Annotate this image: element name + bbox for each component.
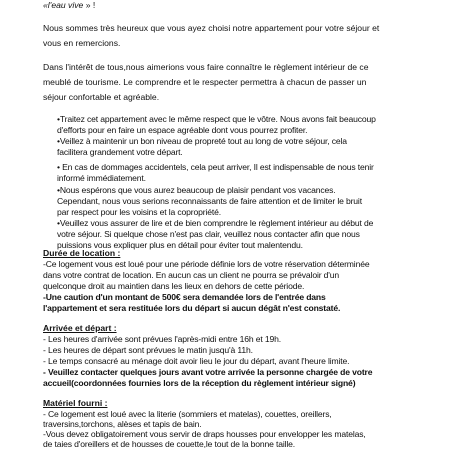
bullet-line-9: par respect pour les voisins et la copropriété. (57, 207, 221, 217)
duree-bold-line-1: -Une caution d'un montant de 500€ sera demandée lors de l'entrée dans (43, 292, 326, 302)
arrivee-line-1: - Les heures d'arrivée sont prévues l'après-midi entre 16h et 19h. (43, 334, 281, 344)
bullet-line-12: puissions vous expliquer plus en détail pour éviter tout malentendu. (57, 240, 303, 250)
materiel-line-2: traversins,torchons, alèses et tapis de bain. (43, 419, 202, 429)
interest-line-1: Dans l'intérêt de tous,nous aimerions vous faire connaître le règlement intérieur de ce (43, 62, 369, 72)
duree-bold-line-2: l'appartement et sera restituée lors du départ si aucun dégât n'est constaté. (43, 303, 341, 313)
bullet-line-10: •Veuillez vous assurer de lire et de bien comprendre le règlement intérieur au début de (57, 218, 374, 228)
intro-line: «l'eau vive » ! (43, 0, 96, 10)
duree-title: Durée de location : (43, 248, 121, 258)
duree-line-2: dans votre contrat de location. En aucun cas un client ne pourra se prévaloir d'un (43, 270, 340, 280)
materiel-line-4: de taies d'oreillers et de housses de couette,le tout de la bonne taille. (43, 439, 296, 449)
arrivee-line-2: - Les heures de départ sont prévues le matin jusqu'à 11h. (43, 345, 253, 355)
arrivee-bold-line-2: accueil(coordonnées fournies lors de la réception du règlement intérieur signé) (43, 378, 356, 388)
arrivee-title: Arrivée et départ : (43, 323, 117, 333)
materiel-title: Matériel fourni : (43, 398, 108, 408)
bullet-line-7: •Nous espérons que vous aurez beaucoup de plaisir pendant vos vacances. (57, 185, 336, 195)
bullet-line-6: informé immédiatement. (57, 173, 146, 183)
bullet-line-11: votre séjour. Si quelque chose n'est pas clair, veuillez nous contacter afin que nous (57, 229, 360, 239)
bullet-line-1: •Traitez cet appartement avec le même respect que le vôtre. Nous avons fait beaucoup (57, 114, 376, 124)
arrivee-line-3: - Le temps consacré au ménage doit avoir lieu le jour du départ, avant l'heure limite. (43, 356, 350, 366)
bullet-line-2: d'efforts pour en faire un espace agréable dont vous pourrez profiter. (57, 125, 308, 135)
bullet-line-4: facilitera grandement votre départ. (57, 147, 183, 157)
bullet-line-5: • En cas de dommages accidentels, cela peut arriver, Il est indispensable de nous tenir (57, 162, 374, 172)
arrivee-bold-line-1: - Veuillez contacter quelques jours avant votre arrivée la personne chargée de votre (43, 367, 373, 377)
duree-line-1: -Ce logement vous est loué pour une période définie lors de votre réservation déterminée (43, 259, 370, 269)
greeting-line-1: Nous sommes très heureux que vous ayez choisi notre appartement pour votre séjour et (43, 23, 380, 33)
greeting-line-2: vous en remercions. (43, 38, 121, 48)
bullet-line-8: Cependant, nous vous serions reconnaissants de faire attention et de limiter le bruit (57, 196, 362, 206)
interest-line-3: séjour confortable et agréable. (43, 92, 160, 102)
interest-line-2: meublé de tourisme. Le comprendre et le respecter permettra à chacun de passer un (43, 77, 367, 87)
duree-line-3: quelconque droit au maintien dans les lieux en dehors de cette période. (43, 281, 305, 291)
materiel-line-1: - Ce logement est loué avec la literie (sommiers et matelas), couettes, oreillers, (43, 409, 332, 419)
materiel-line-3: -Vous devez obligatoirement vous servir de draps housses pour envelopper les matelas, (43, 429, 366, 439)
bullet-line-3: •Veillez à maintenir un bon niveau de propreté tout au long de votre séjour, cela (57, 136, 347, 146)
